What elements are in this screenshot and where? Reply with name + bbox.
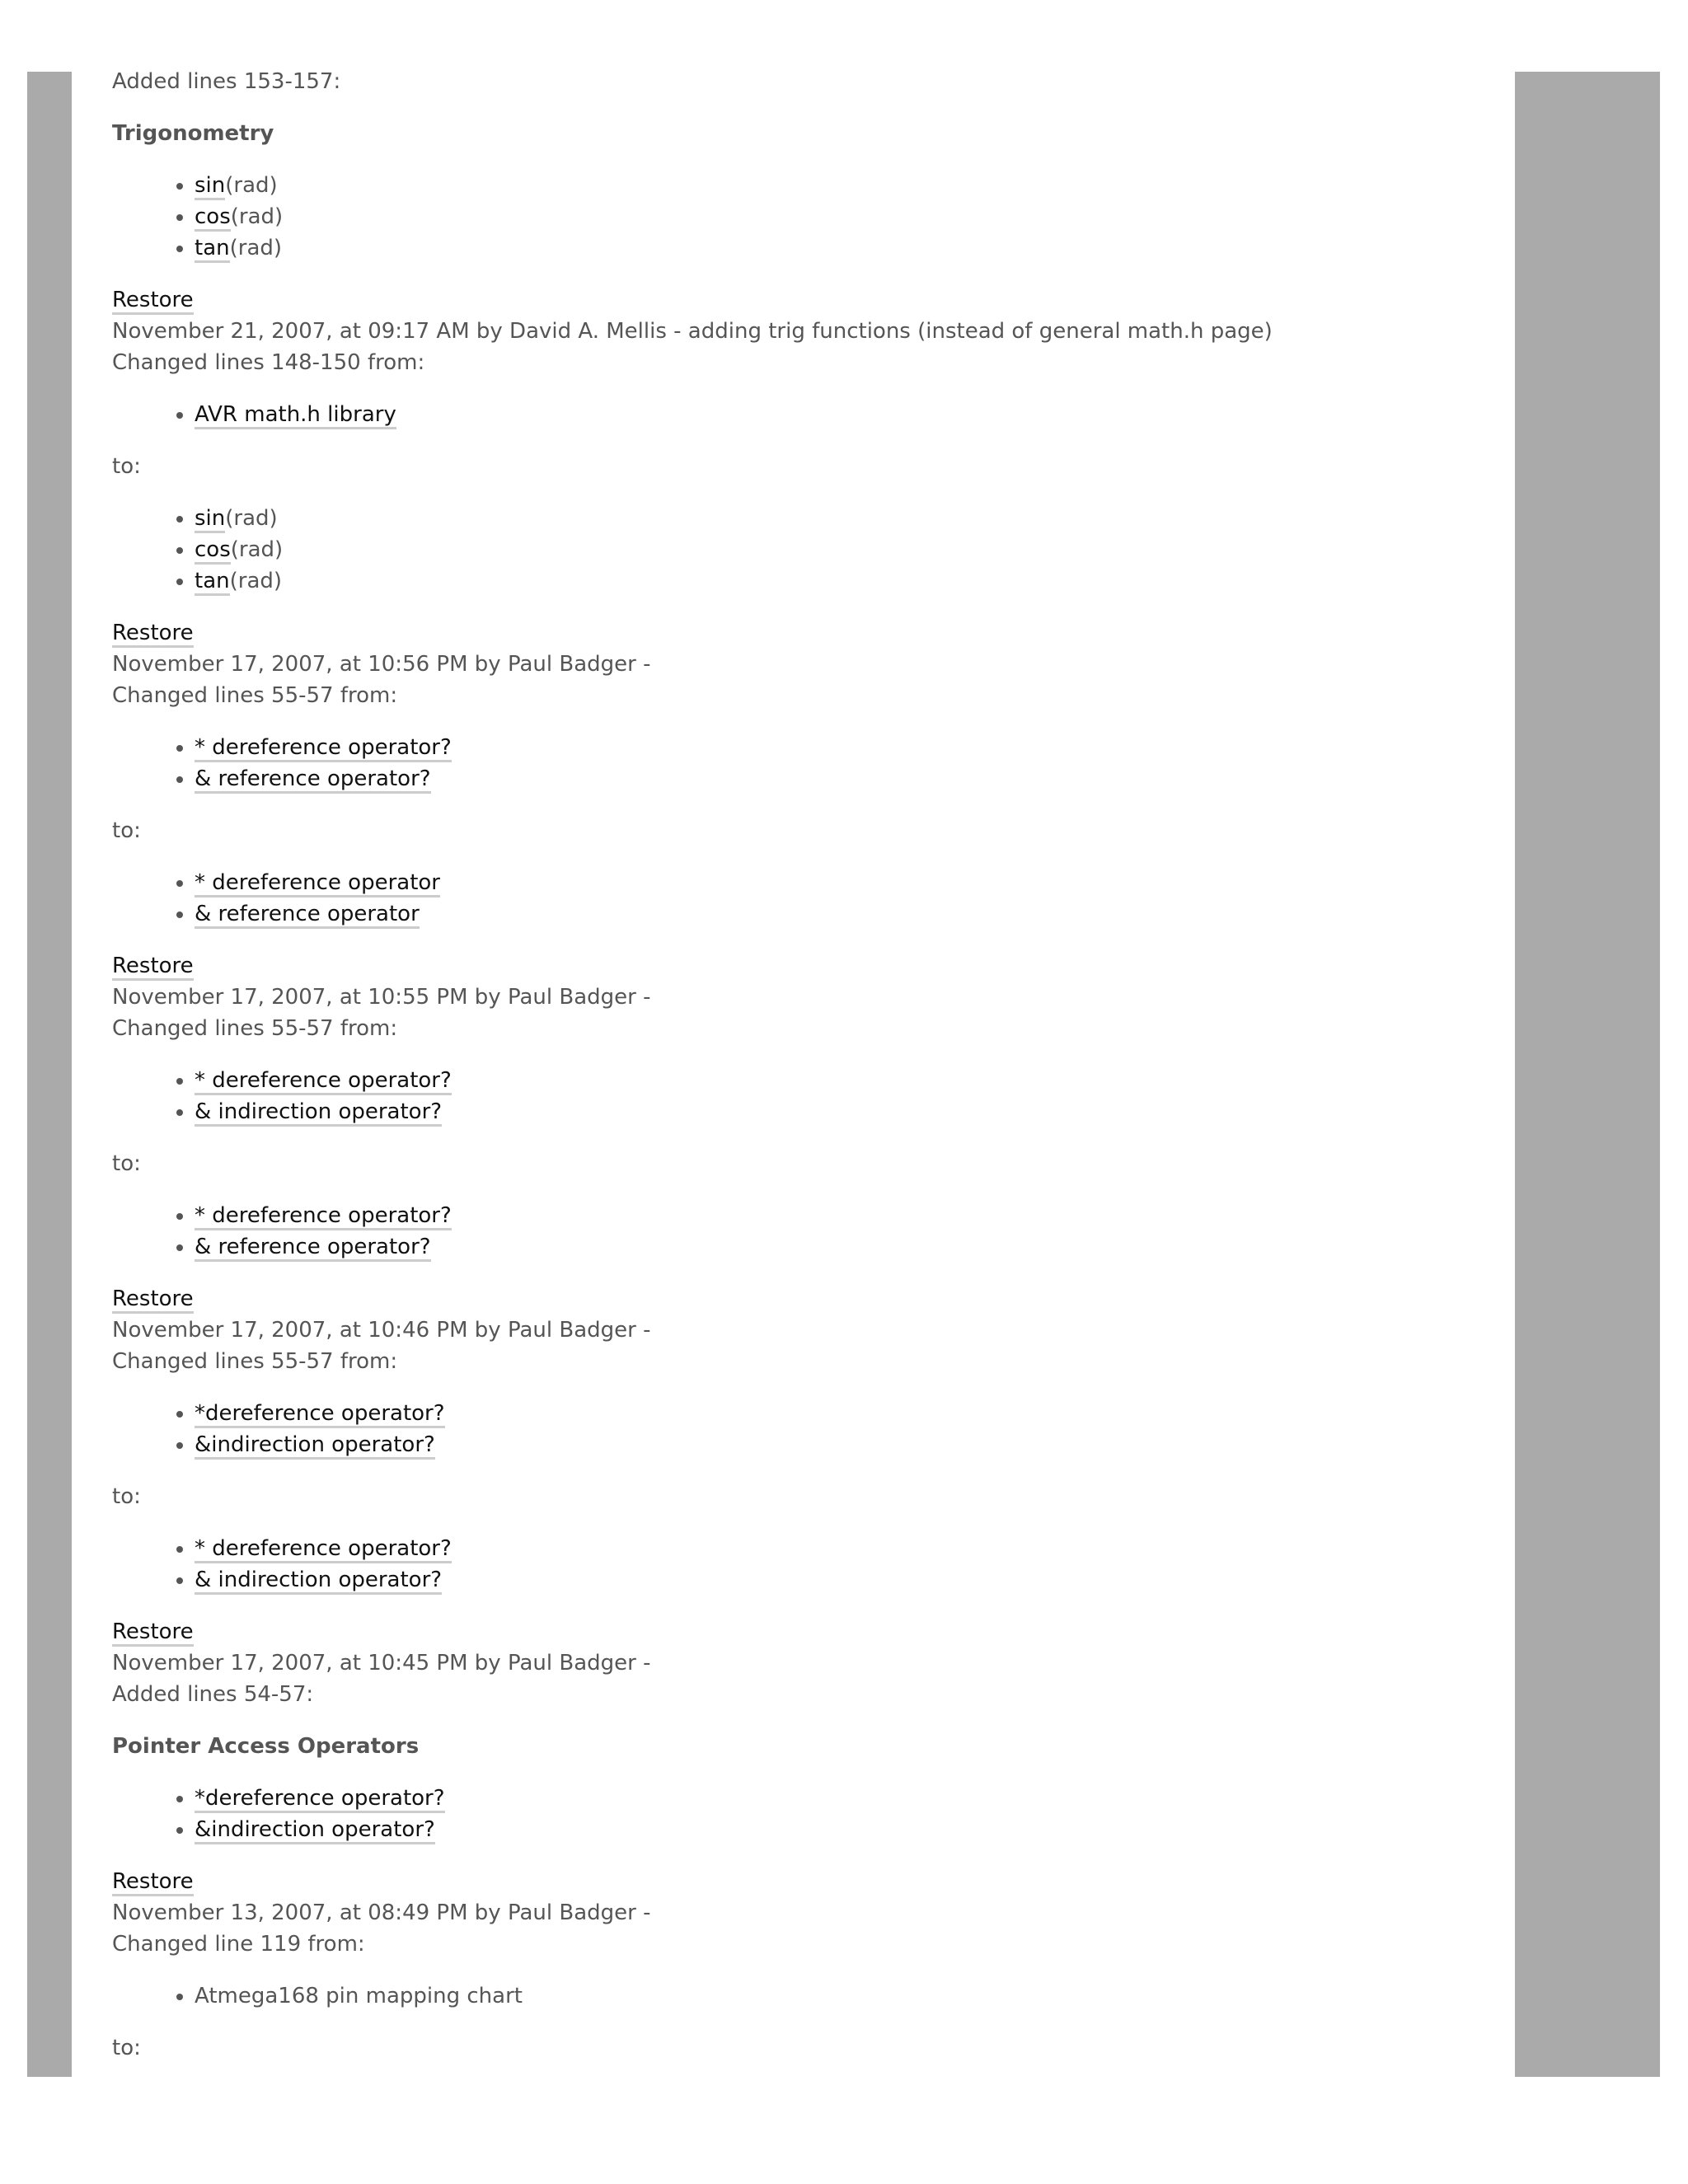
- list-item: [195, 1814, 1497, 1845]
- item-link[interactable]: * dereference operator?: [195, 1068, 452, 1095]
- to-list: [112, 867, 1497, 930]
- revision-entry: [112, 1866, 1497, 2064]
- revision-entry: [112, 617, 1497, 930]
- to-label: to:: [112, 1151, 141, 1176]
- item-link[interactable]: & reference operator?: [195, 766, 431, 794]
- change-summary: Changed line 119 from:: [112, 1932, 365, 1957]
- revision-entry: [112, 950, 1497, 1263]
- section-heading: Pointer Access Operators: [112, 1734, 420, 1759]
- item-link[interactable]: AVR math.h library: [195, 402, 396, 429]
- item-link[interactable]: & reference operator: [195, 902, 420, 929]
- list-item: [195, 732, 1497, 763]
- change-summary: Changed lines 55-57 from:: [112, 1016, 398, 1041]
- item-link[interactable]: & indirection operator?: [195, 1568, 442, 1595]
- list-item: • tan(rad): [195, 232, 1497, 264]
- from-list: [112, 1980, 1497, 2012]
- to-label: to:: [112, 2036, 141, 2060]
- list-item: [195, 1429, 1497, 1460]
- revision-meta: November 13, 2007, at 08:49 PM by Paul Badger -: [112, 1900, 651, 1925]
- item-link[interactable]: &indirection operator?: [195, 1432, 435, 1460]
- section-heading: Trigonometry: [112, 121, 274, 146]
- list-item: [195, 763, 1497, 794]
- to-list: [112, 503, 1497, 597]
- list-item: [195, 1564, 1497, 1596]
- link-tan[interactable]: tan: [195, 236, 230, 263]
- from-list: [112, 732, 1497, 794]
- item-link[interactable]: &indirection operator?: [195, 1817, 435, 1844]
- restore-link[interactable]: Restore: [112, 1286, 194, 1314]
- from-list: [112, 399, 1497, 430]
- to-label: to:: [112, 454, 141, 479]
- restore-link[interactable]: Restore: [112, 621, 194, 648]
- list-item: • cos(rad): [195, 534, 1497, 565]
- change-summary: Added lines 153-157:: [112, 69, 341, 94]
- item-link[interactable]: *dereference operator?: [195, 1401, 445, 1428]
- revision-meta: November 17, 2007, at 10:45 PM by Paul Badger -: [112, 1651, 651, 1675]
- change-summary: Added lines 54-57:: [112, 1682, 314, 1707]
- list-item: • sin(rad): [195, 170, 1497, 201]
- list-item: [195, 1200, 1497, 1231]
- link-cos[interactable]: cos: [195, 537, 231, 565]
- item-text: Atmega168 pin mapping chart: [195, 1984, 523, 2008]
- restore-link[interactable]: Restore: [112, 288, 194, 315]
- item-link[interactable]: & indirection operator?: [195, 1099, 442, 1127]
- left-frame-bar: [27, 72, 72, 2077]
- list-item: [195, 1231, 1497, 1263]
- item-link[interactable]: *dereference operator?: [195, 1786, 445, 1813]
- item-link[interactable]: * dereference operator?: [195, 1203, 452, 1230]
- link-sin[interactable]: sin: [195, 506, 225, 533]
- restore-link[interactable]: Restore: [112, 1869, 194, 1896]
- change-summary: Changed lines 55-57 from:: [112, 683, 398, 708]
- to-label: to:: [112, 818, 141, 843]
- list-item: • cos(rad): [195, 201, 1497, 232]
- to-label: to:: [112, 1484, 141, 1509]
- revision-meta: November 17, 2007, at 10:55 PM by Paul Badger -: [112, 985, 651, 1010]
- list-item: [195, 1783, 1497, 1814]
- link-sin[interactable]: sin: [195, 173, 225, 200]
- added-list: [112, 170, 1497, 264]
- link-cos[interactable]: cos: [195, 204, 231, 232]
- item-link[interactable]: * dereference operator: [195, 870, 440, 898]
- change-summary: Changed lines 55-57 from:: [112, 1349, 398, 1374]
- revision-meta: November 17, 2007, at 10:46 PM by Paul Badger -: [112, 1318, 651, 1343]
- revision-meta: November 17, 2007, at 10:56 PM by Paul Badger -: [112, 652, 651, 677]
- list-item: • sin(rad): [195, 503, 1497, 534]
- list-item: [195, 1980, 1497, 2012]
- list-item: [195, 399, 1497, 430]
- item-link[interactable]: * dereference operator?: [195, 1536, 452, 1563]
- revision-entry: [112, 1616, 1497, 1845]
- to-list: [112, 1200, 1497, 1263]
- right-frame-bar: [1515, 72, 1660, 2077]
- change-summary: Changed lines 148-150 from:: [112, 350, 425, 375]
- revision-entry: [112, 1283, 1497, 1596]
- item-link[interactable]: * dereference operator?: [195, 735, 452, 762]
- link-tan[interactable]: tan: [195, 569, 230, 596]
- to-list: [112, 1533, 1497, 1596]
- revision-entry: [112, 284, 1497, 597]
- from-list: [112, 1065, 1497, 1127]
- restore-link[interactable]: Restore: [112, 954, 194, 981]
- list-item: [195, 867, 1497, 898]
- restore-link[interactable]: Restore: [112, 1619, 194, 1647]
- list-item: [195, 1398, 1497, 1429]
- list-item: • tan(rad): [195, 565, 1497, 597]
- list-item: [195, 1533, 1497, 1564]
- from-list: [112, 1398, 1497, 1460]
- page-history-content: [112, 66, 1497, 2064]
- added-list: [112, 1783, 1497, 1845]
- item-link[interactable]: & reference operator?: [195, 1235, 431, 1262]
- list-item: [195, 1096, 1497, 1127]
- revision-meta: November 21, 2007, at 09:17 AM by David A. Mellis - adding trig functions (instead of general math.h page): [112, 319, 1273, 344]
- list-item: [195, 898, 1497, 930]
- list-item: [195, 1065, 1497, 1096]
